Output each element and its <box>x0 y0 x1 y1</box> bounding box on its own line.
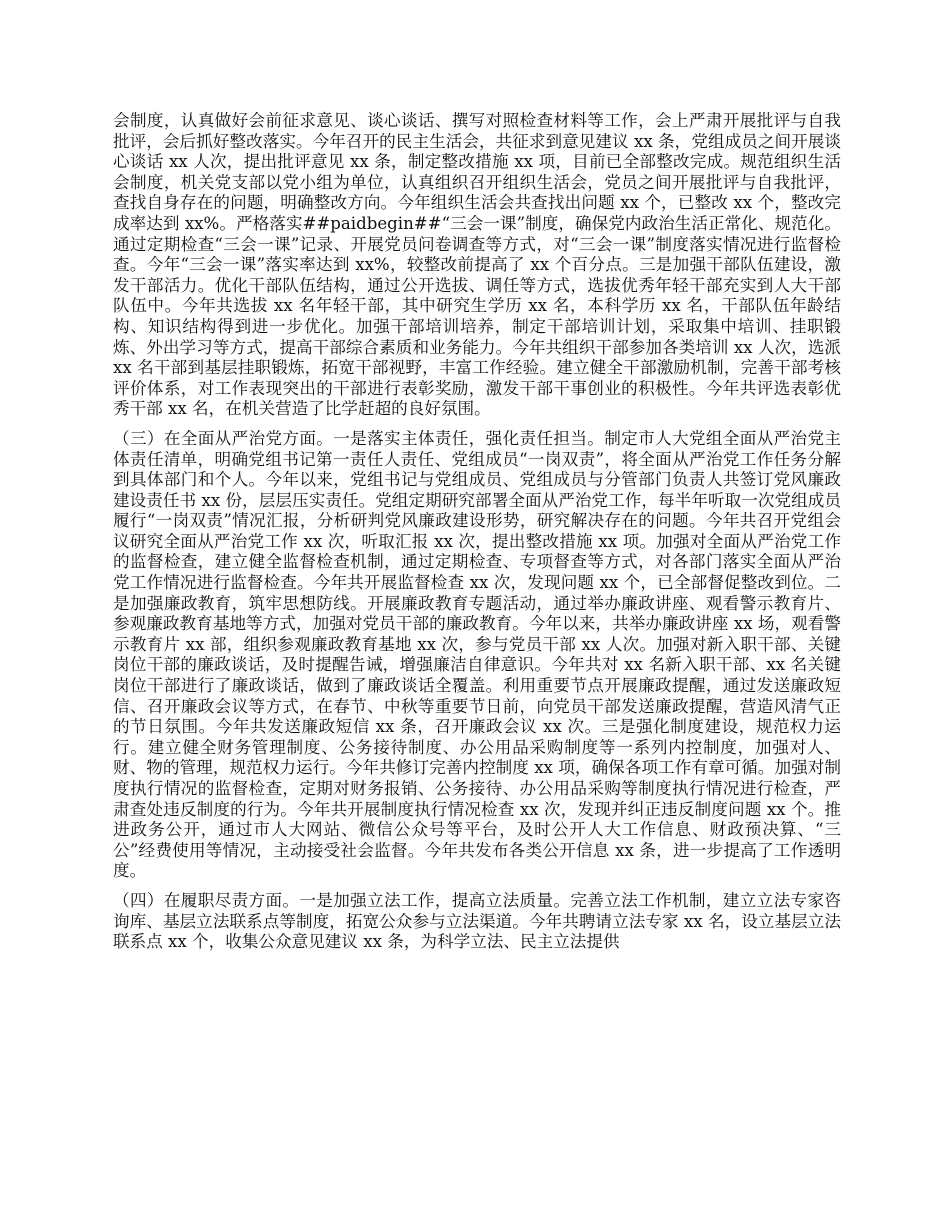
document-body <box>113 111 847 953</box>
paragraph-duty-performance: （四）在履职尽责方面。一是加强立法工作，提高立法质量。完善立法工作机制，建立立法专家咨询库、基层立法联系点等制度，拓宽公众参与立法渠道。今年共聘请立法专家 xx 名，设立基层立法联系点 xx 个，收集公众意见建议 xx 条，为科学立法、民主立法提供 <box>113 890 841 952</box>
paragraph-strict-party-governance: （三）在全面从严治党方面。一是落实主体责任，强化责任担当。制定市人大党组全面从严治党主体责任清单，明确党组书记第一责任人责任、党组成员“一岗双责”，将全面从严治党工作任务分解到具体部门和个人。今年以来，党组书记与党组成员、党组成员与分管部门负责人共签订党风廉政建设责任书 xx 份，层层压实责任。党组定期研究部署全面从严治党工作，每半年听取一次党组成员履行“一岗双责”情况汇报，分析研判党风廉政建设形势，研究解决存在的问题。今年共召开党组会议研究全面从严治党工作 xx 次，听取汇报 xx 次，提出整改措施 xx 项。加强对全面从严治党工作的监督检查，建立健全监督检查机制，通过定期检查、专项督查等方式，对各部门落实全面从严治党工作情况进行监督检查。今年共开展监督检查 xx 次，发现问题 xx 个，已全部督促整改到位。二是加强廉政教育，筑牢思想防线。开展廉政教育专题活动，通过举办廉政讲座、观看警示教育片、参观廉政教育基地等方式，加强对党员干部的廉政教育。今年以来，共举办廉政讲座 xx 场，观看警示教育片 xx 部，组织参观廉政教育基地 xx 次，参与党员干部 xx 人次。加强对新入职干部、关键岗位干部的廉政谈话，及时提醒告诫，增强廉洁自律意识。今年共对 xx 名新入职干部、xx 名关键岗位干部进行了廉政谈话，做到了廉政谈话全覆盖。利用重要节点开展廉政提醒，通过发送廉政短信、召开廉政会议等方式，在春节、中秋等重要节日前，向党员干部发送廉政提醒，营造风清气正的节日氛围。今年共发送廉政短信 xx 条，召开廉政会议 xx 次。三是强化制度建设，规范权力运行。建立健全财务管理制度、公务接待制度、办公用品采购制度等一系列内控制度，加强对人、财、物的管理，规范权力运行。今年共修订完善内控制度 xx 项，确保各项工作有章可循。加强对制度执行情况的监督检查，定期对财务报销、公务接待、办公用品采购等制度执行情况进行检查，严肃查处违反制度的行为。今年共开展制度执行情况检查 xx 次，发现并纠正违反制度问题 xx 个。推进政务公开，通过市人大网站、微信公众号等平台，及时公开人大工作信息、财政预决算、“三公”经费使用等情况，主动接受社会监督。今年共发布各类公开信息 xx 条，进一步提高了工作透明度。 <box>113 428 841 881</box>
paragraph-party-life-and-cadres: 会制度，认真做好会前征求意见、谈心谈话、撰写对照检查材料等工作，会上严肃开展批评与自我批评，会后抓好整改落实。今年召开的民主生活会，共征求到意见建议 xx 条，党组成员之间开展谈心谈话 xx 人次，提出批评意见 xx 条，制定整改措施 xx 项，目前已全部整改完成。规范组织生活会制度，机关党支部以党小组为单位，认真组织召开组织生活会，党员之间开展批评与自我批评，查找自身存在的问题，明确整改方向。今年组织生活会共查找出问题 xx 个，已整改 xx 个，整改完成率达到 xx%。严格落实##paidbegin##“三会一课”制度，确保党内政治生活正常化、规范化。通过定期检查“三会一课”记录、开展党员问卷调查等方式，对“三会一课”制度落实情况进行监督检查。今年“三会一课”落实率达到 xx%，较整改前提高了 xx 个百分点。三是加强干部队伍建设，激发干部活力。优化干部队伍结构，通过公开选拔、调任等方式，选拔优秀年轻干部充实到人大干部队伍中。今年共选拔 xx 名年轻干部，其中研究生学历 xx 名，本科学历 xx 名，干部队伍年龄结构、知识结构得到进一步优化。加强干部培训培养，制定干部培训计划，采取集中培训、挂职锻炼、外出学习等方式，提高干部综合素质和业务能力。今年共组织干部参加各类培训 xx 人次，选派 xx 名干部到基层挂职锻炼，拓宽干部视野，丰富工作经验。建立健全干部激励机制，完善干部考核评价体系，对工作表现突出的干部进行表彰奖励，激发干部干事创业的积极性。今年共评选表彰优秀干部 xx 名，在机关营造了比学赶超的良好氛围。 <box>113 111 847 419</box>
